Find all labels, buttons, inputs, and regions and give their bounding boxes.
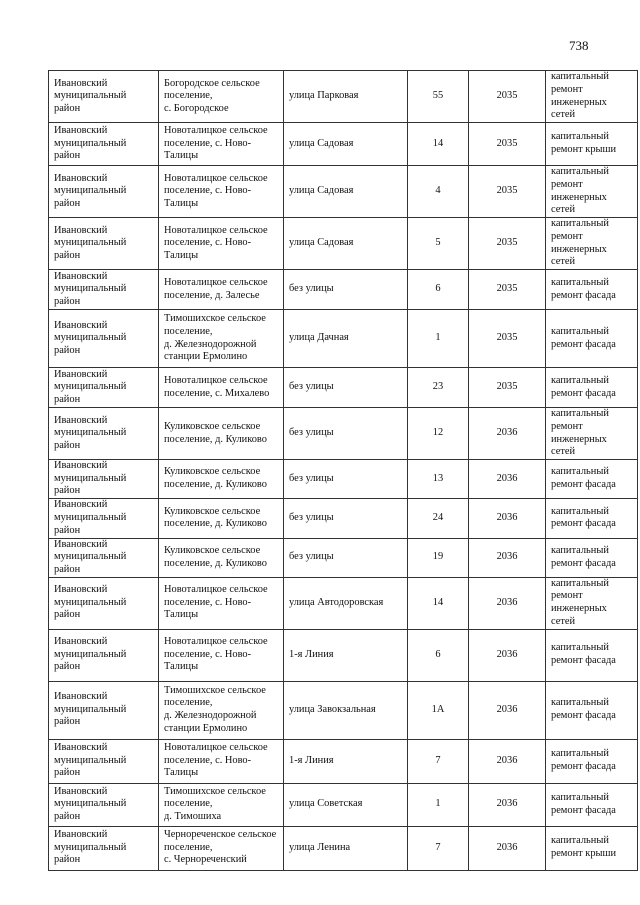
settlement-cell: Новоталицкое сельское поселение, с. Ново-Талицы bbox=[159, 166, 284, 218]
street-cell: 1-я Линия bbox=[284, 629, 408, 681]
settlement-cell: Куликовское сельское поселение, д. Куликово bbox=[159, 408, 284, 460]
page-number: 738 bbox=[569, 38, 589, 53]
house-number-cell: 55 bbox=[408, 71, 469, 123]
work-type-cell: капитальный ремонт фасада bbox=[546, 368, 638, 408]
year-cell: 2036 bbox=[469, 739, 546, 783]
street-cell: без улицы bbox=[284, 408, 408, 460]
street-cell: без улицы bbox=[284, 538, 408, 577]
district-cell: Ивановский муниципальный район bbox=[49, 826, 159, 870]
year-cell: 2035 bbox=[469, 218, 546, 270]
house-number-cell: 19 bbox=[408, 538, 469, 577]
house-number-cell: 12 bbox=[408, 408, 469, 460]
street-cell: без улицы bbox=[284, 270, 408, 310]
district-cell: Ивановский муниципальный район bbox=[49, 629, 159, 681]
table-row bbox=[49, 783, 638, 826]
settlement-cell: Куликовское сельское поселение, д. Куликово bbox=[159, 460, 284, 499]
settlement-cell: Новоталицкое сельское поселение, с. Ново-Талицы bbox=[159, 218, 284, 270]
house-number-cell: 6 bbox=[408, 270, 469, 310]
work-type-cell: капитальный ремонт инженерных сетей bbox=[546, 577, 638, 629]
table-row bbox=[49, 460, 638, 499]
street-cell: без улицы bbox=[284, 498, 408, 538]
year-cell: 2036 bbox=[469, 783, 546, 826]
year-cell: 2036 bbox=[469, 826, 546, 870]
street-cell: без улицы bbox=[284, 460, 408, 499]
house-number-cell: 24 bbox=[408, 498, 469, 538]
settlement-cell: Новоталицкое сельское поселение, с. Ново-Талицы bbox=[159, 577, 284, 629]
house-number-cell: 1 bbox=[408, 783, 469, 826]
table-row bbox=[49, 71, 638, 123]
house-number-cell: 1А bbox=[408, 681, 469, 739]
district-cell: Ивановский муниципальный район bbox=[49, 166, 159, 218]
year-cell: 2036 bbox=[469, 498, 546, 538]
district-cell: Ивановский муниципальный район bbox=[49, 218, 159, 270]
settlement-cell: Новоталицкое сельское поселение, с. Ново-Талицы bbox=[159, 629, 284, 681]
district-cell: Ивановский муниципальный район bbox=[49, 270, 159, 310]
table-row bbox=[49, 368, 638, 408]
work-type-cell: капитальный ремонт фасада bbox=[546, 681, 638, 739]
year-cell: 2035 bbox=[469, 71, 546, 123]
district-cell: Ивановский муниципальный район bbox=[49, 498, 159, 538]
house-number-cell: 7 bbox=[408, 739, 469, 783]
table-row bbox=[49, 577, 638, 629]
table-row bbox=[49, 310, 638, 368]
house-number-cell: 14 bbox=[408, 123, 469, 166]
house-number-cell: 5 bbox=[408, 218, 469, 270]
year-cell: 2036 bbox=[469, 629, 546, 681]
table-row bbox=[49, 538, 638, 577]
settlement-cell: Новоталицкое сельское поселение, с. Ново-Талицы bbox=[159, 739, 284, 783]
street-cell: улица Садовая bbox=[284, 123, 408, 166]
table-row bbox=[49, 826, 638, 870]
settlement-cell: Тимошихское сельское поселение, д. Железнодорожной станции Ермолино bbox=[159, 681, 284, 739]
table-body bbox=[49, 71, 638, 871]
work-type-cell: капитальный ремонт фасада bbox=[546, 783, 638, 826]
settlement-cell: Чернореченское сельское поселение, с. Чернореченский bbox=[159, 826, 284, 870]
year-cell: 2036 bbox=[469, 577, 546, 629]
street-cell: 1-я Линия bbox=[284, 739, 408, 783]
year-cell: 2036 bbox=[469, 538, 546, 577]
street-cell: улица Ленина bbox=[284, 826, 408, 870]
house-number-cell: 1 bbox=[408, 310, 469, 368]
district-cell: Ивановский муниципальный район bbox=[49, 460, 159, 499]
year-cell: 2036 bbox=[469, 408, 546, 460]
settlement-cell: Тимошихское сельское поселение, д. Железнодорожной станции Ермолино bbox=[159, 310, 284, 368]
work-type-cell: капитальный ремонт инженерных сетей bbox=[546, 218, 638, 270]
table-row bbox=[49, 408, 638, 460]
district-cell: Ивановский муниципальный район bbox=[49, 310, 159, 368]
work-type-cell: капитальный ремонт фасада bbox=[546, 310, 638, 368]
district-cell: Ивановский муниципальный район bbox=[49, 408, 159, 460]
year-cell: 2035 bbox=[469, 166, 546, 218]
street-cell: улица Садовая bbox=[284, 166, 408, 218]
district-cell: Ивановский муниципальный район bbox=[49, 681, 159, 739]
table-row bbox=[49, 739, 638, 783]
district-cell: Ивановский муниципальный район bbox=[49, 783, 159, 826]
settlement-cell: Куликовское сельское поселение, д. Куликово bbox=[159, 498, 284, 538]
work-type-cell: капитальный ремонт фасада bbox=[546, 498, 638, 538]
street-cell: улица Завокзальная bbox=[284, 681, 408, 739]
street-cell: улица Автодоровская bbox=[284, 577, 408, 629]
table-row bbox=[49, 498, 638, 538]
settlement-cell: Новоталицкое сельское поселение, д. Залесье bbox=[159, 270, 284, 310]
house-number-cell: 14 bbox=[408, 577, 469, 629]
work-type-cell: капитальный ремонт инженерных сетей bbox=[546, 71, 638, 123]
table-row bbox=[49, 166, 638, 218]
housing-repair-table bbox=[48, 70, 638, 871]
street-cell: улица Парковая bbox=[284, 71, 408, 123]
settlement-cell: Новоталицкое сельское поселение, с. Михалево bbox=[159, 368, 284, 408]
settlement-cell: Новоталицкое сельское поселение, с. Ново-Талицы bbox=[159, 123, 284, 166]
settlement-cell: Тимошихское сельское поселение, д. Тимошиха bbox=[159, 783, 284, 826]
district-cell: Ивановский муниципальный район bbox=[49, 577, 159, 629]
settlement-cell: Куликовское сельское поселение, д. Куликово bbox=[159, 538, 284, 577]
district-cell: Ивановский муниципальный район bbox=[49, 71, 159, 123]
work-type-cell: капитальный ремонт фасада bbox=[546, 270, 638, 310]
work-type-cell: капитальный ремонт фасада bbox=[546, 460, 638, 499]
work-type-cell: капитальный ремонт фасада bbox=[546, 538, 638, 577]
year-cell: 2035 bbox=[469, 310, 546, 368]
settlement-cell: Богородское сельское поселение, с. Богородское bbox=[159, 71, 284, 123]
district-cell: Ивановский муниципальный район bbox=[49, 368, 159, 408]
street-cell: без улицы bbox=[284, 368, 408, 408]
work-type-cell: капитальный ремонт фасада bbox=[546, 739, 638, 783]
work-type-cell: капитальный ремонт крыши bbox=[546, 123, 638, 166]
work-type-cell: капитальный ремонт крыши bbox=[546, 826, 638, 870]
year-cell: 2036 bbox=[469, 681, 546, 739]
house-number-cell: 7 bbox=[408, 826, 469, 870]
district-cell: Ивановский муниципальный район bbox=[49, 123, 159, 166]
street-cell: улица Советская bbox=[284, 783, 408, 826]
year-cell: 2035 bbox=[469, 270, 546, 310]
year-cell: 2036 bbox=[469, 460, 546, 499]
street-cell: улица Садовая bbox=[284, 218, 408, 270]
table-row bbox=[49, 681, 638, 739]
year-cell: 2035 bbox=[469, 368, 546, 408]
house-number-cell: 4 bbox=[408, 166, 469, 218]
house-number-cell: 6 bbox=[408, 629, 469, 681]
house-number-cell: 23 bbox=[408, 368, 469, 408]
table-row bbox=[49, 218, 638, 270]
table-row bbox=[49, 629, 638, 681]
work-type-cell: капитальный ремонт инженерных сетей bbox=[546, 408, 638, 460]
work-type-cell: капитальный ремонт фасада bbox=[546, 629, 638, 681]
table-row bbox=[49, 270, 638, 310]
district-cell: Ивановский муниципальный район bbox=[49, 739, 159, 783]
house-number-cell: 13 bbox=[408, 460, 469, 499]
street-cell: улица Дачная bbox=[284, 310, 408, 368]
district-cell: Ивановский муниципальный район bbox=[49, 538, 159, 577]
year-cell: 2035 bbox=[469, 123, 546, 166]
table-row bbox=[49, 123, 638, 166]
work-type-cell: капитальный ремонт инженерных сетей bbox=[546, 166, 638, 218]
